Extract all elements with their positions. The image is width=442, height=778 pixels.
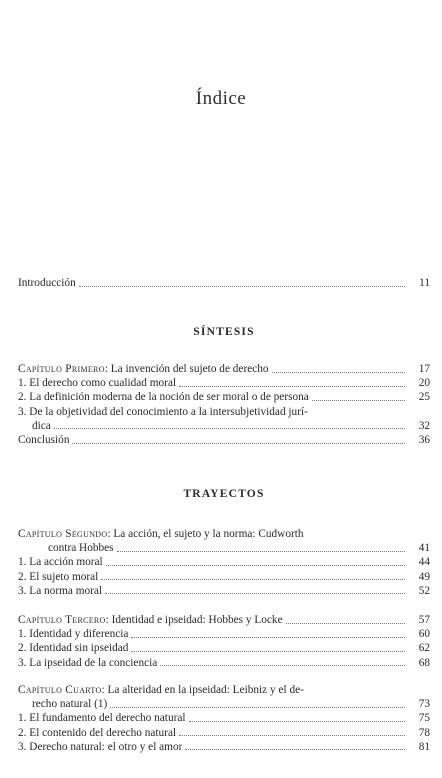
toc-entry-text: 1. El derecho como cualidad moral <box>18 377 177 390</box>
dot-leader <box>286 623 405 624</box>
toc-entry[interactable] <box>18 656 430 670</box>
dot-leader <box>54 428 405 429</box>
toc-entry[interactable] <box>18 740 430 754</box>
chapter-entry[interactable]: Capítulo Segundo: La acción, el sujeto y la norma: Cudworth <box>18 528 304 540</box>
toc-page-number: 20 <box>418 377 430 390</box>
chapter-label: Capítulo Segundo <box>18 528 108 540</box>
toc-page-number: 44 <box>418 556 430 569</box>
toc-page-number: 52 <box>418 584 430 597</box>
toc-entry-text: 1. La acción moral <box>18 556 103 569</box>
section-heading: TRAYECTOS <box>183 488 265 500</box>
toc-entry[interactable] <box>18 433 430 447</box>
dot-leader <box>110 707 405 708</box>
toc-entry-text: 3. De la objetividad del conocimiento a la intersubjetividad jurí- <box>18 405 308 418</box>
toc-chapter-2 <box>18 527 430 598</box>
toc-entry-text: 2. El sujeto moral <box>18 570 99 583</box>
toc-entry[interactable] <box>18 726 430 740</box>
toc-entry-text: 3. Derecho natural: el otro y el amor <box>18 740 183 753</box>
dot-leader <box>106 565 405 566</box>
dot-leader <box>179 735 405 736</box>
toc-section-sintesis <box>18 325 430 339</box>
page-title: Índice <box>195 88 247 109</box>
toc-page-number: 11 <box>419 277 430 289</box>
toc-chapter-4 <box>18 683 430 754</box>
toc-entry[interactable] <box>18 627 430 641</box>
toc-page-number: 57 <box>418 614 430 626</box>
toc-page-number: 36 <box>418 434 430 447</box>
dot-leader <box>189 721 405 722</box>
chapter-title: Identidad e ipseidad: Hobbes y Locke <box>111 614 283 626</box>
toc-section-trayectos <box>18 487 430 501</box>
toc-page-number: 75 <box>418 712 430 725</box>
toc-entry-text: 3. La norma moral <box>18 584 103 597</box>
toc-entry[interactable] <box>18 555 430 569</box>
chapter-label: Capítulo Cuarto <box>18 684 102 696</box>
toc-entry[interactable] <box>18 390 430 404</box>
toc-entry-text: 3. La ipseidad de la conciencia <box>18 656 158 669</box>
toc-page-number: 73 <box>418 698 430 711</box>
dot-leader <box>312 400 405 401</box>
chapter-title: La invención del sujeto de derecho <box>110 363 269 375</box>
chapter-label: Capítulo Primero <box>18 363 105 375</box>
dot-leader <box>79 286 405 287</box>
toc-entry-text: 2. Identidad sin ipseidad <box>18 642 129 655</box>
dot-leader <box>131 637 405 638</box>
toc-page-number: 32 <box>418 419 430 432</box>
toc-entry[interactable] <box>18 711 430 725</box>
dot-leader <box>272 372 405 373</box>
toc-entry-text: dica <box>32 419 51 432</box>
toc-page-number: 68 <box>418 656 430 669</box>
dot-leader <box>101 579 405 580</box>
toc-entry[interactable] <box>18 405 430 419</box>
toc-entry-text: 1. El fundamento del derecho natural <box>18 712 186 725</box>
dot-leader <box>105 593 405 594</box>
toc-page-number: 17 <box>418 363 430 375</box>
toc-entry-text: Conclusión <box>18 434 70 447</box>
section-heading: SÍNTESIS <box>193 326 255 338</box>
dot-leader <box>179 386 405 387</box>
chapter-entry-continuation[interactable] <box>18 697 430 711</box>
dot-leader <box>185 749 405 750</box>
chapter-entry-continuation[interactable] <box>18 541 430 555</box>
chapter-entry[interactable]: Capítulo Cuarto: La alteridad en la ipseidad: Leibniz y el de- <box>18 684 304 696</box>
toc-entry[interactable] <box>18 276 430 290</box>
toc-entry[interactable] <box>18 570 430 584</box>
toc-entry-text: 2. La definición moderna de la noción de ser moral o de persona <box>18 391 309 404</box>
toc-page-number: 81 <box>418 740 430 753</box>
toc-entry[interactable] <box>18 376 430 390</box>
toc-page-number: 60 <box>418 628 430 641</box>
toc-entry[interactable] <box>18 641 430 655</box>
chapter-title: La acción, el sujeto y la norma: Cudworth <box>113 528 304 540</box>
toc-entry-text: 1. Identidad y diferencia <box>18 628 129 641</box>
toc-page-number: 41 <box>418 542 430 555</box>
toc-entry[interactable] <box>18 584 430 598</box>
toc-page-number: 49 <box>418 570 430 583</box>
chapter-title-cont: recho natural (1) <box>32 698 108 711</box>
chapter-title: La alteridad en la ipseidad: Leibniz y el de- <box>107 684 304 696</box>
toc-intro <box>18 276 430 290</box>
toc-entry-text: Introducción <box>18 277 76 289</box>
toc-page-number: 25 <box>418 391 430 404</box>
chapter-title-cont: contra Hobbes <box>48 542 114 555</box>
toc-chapter-3 <box>18 613 430 670</box>
dot-leader <box>72 443 405 444</box>
toc-chapter-1 <box>18 362 430 447</box>
toc-page-number: 78 <box>418 726 430 739</box>
chapter-entry[interactable]: Capítulo Tercero: Identidad e ipseidad: Hobbes y Locke 57 <box>18 614 430 626</box>
dot-leader <box>131 651 405 652</box>
chapter-label: Capítulo Tercero <box>18 614 106 626</box>
dot-leader <box>160 665 405 666</box>
dot-leader <box>117 551 405 552</box>
chapter-entry[interactable]: Capítulo Primero: La invención del sujeto de derecho 17 <box>18 363 430 375</box>
toc-page-number: 62 <box>418 642 430 655</box>
toc-entry-text: 2. El contenido del derecho natural <box>18 726 177 739</box>
toc-entry-continuation[interactable] <box>18 419 430 433</box>
